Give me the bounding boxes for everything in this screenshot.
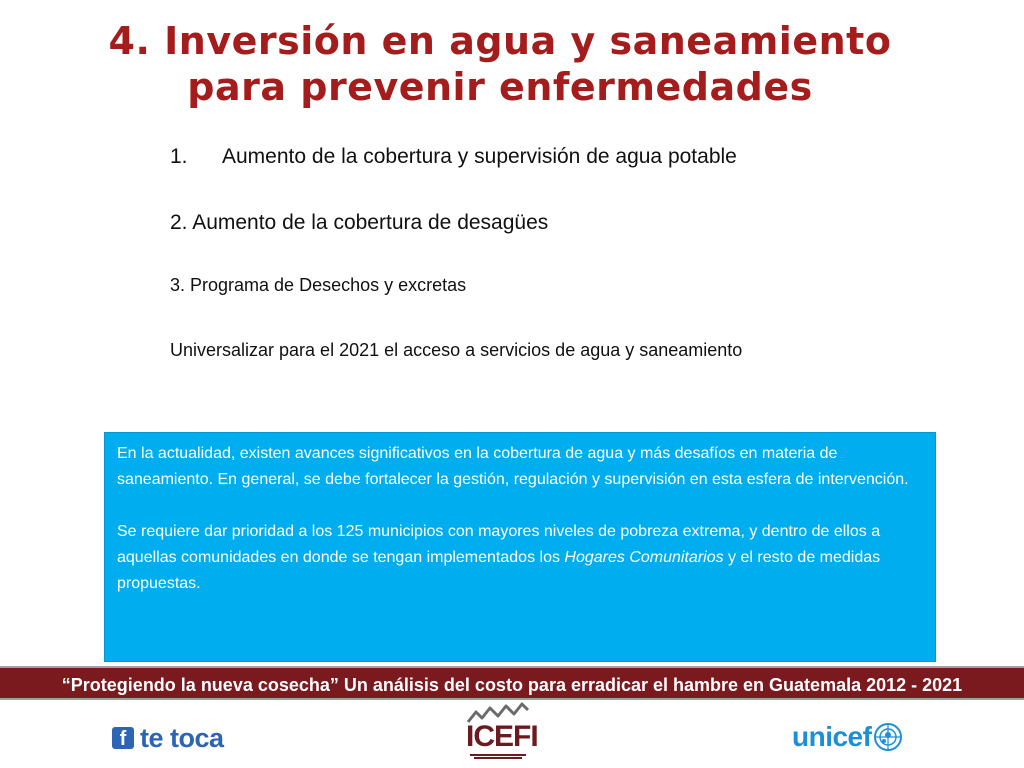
info-paragraph-2 — [117, 519, 923, 597]
info-paragraph-2-emphasis: Hogares Comunitarios — [564, 549, 724, 566]
icefi-logo — [466, 702, 538, 762]
title-line-1: 4. Inversión en agua y saneamiento — [108, 19, 892, 63]
info-paragraph-1: En la actualidad, existen avances significativos en la cobertura de agua y más desafíos en materia de saneamiento. En general, se debe fortalecer la gestión, regulación y supervisión en esta esfera de intervención. — [117, 445, 909, 488]
info-box — [104, 432, 936, 662]
footer-banner: “Protegiendo la nueva cosecha” Un análisis del costo para erradicar el hambre en Guatemala 2012 - 2021 — [0, 666, 1024, 700]
list-item-3: 3. Programa de Desechos y excretas — [170, 275, 467, 295]
icefi-logo-text: ICEFI — [466, 720, 538, 753]
list-item-1-number: 1. — [170, 145, 188, 168]
list-item-1 — [170, 145, 737, 169]
tetoca-logo — [112, 722, 224, 754]
facebook-icon: f — [112, 727, 134, 749]
list-item-4: Universalizar para el 2021 el acceso a servicios de agua y saneamiento — [170, 340, 743, 360]
list-item-2: 2. Aumento de la cobertura de desagües — [170, 211, 549, 234]
list-item-1-text: Aumento de la cobertura y supervisión de agua potable — [222, 145, 737, 168]
unicef-logo — [792, 720, 903, 754]
icefi-subtitle-lines-icon — [466, 754, 530, 760]
title-line-2: para prevenir enfermedades — [187, 65, 813, 109]
info-paragraph-2-start: Se requiere dar prioridad a los 125 municipios con mayores niveles de pobreza extrema, y dentro de ellos a aquellas comunidades en donde se tengan implementados los — [117, 523, 881, 566]
slide-title — [60, 18, 940, 110]
unicef-emblem-icon — [873, 722, 903, 752]
tetoca-logo-text: te toca — [140, 722, 224, 753]
unicef-logo-text: unicef — [792, 721, 872, 752]
info-paragraph-2-end: y el resto de medidas propuestas. — [117, 549, 881, 592]
